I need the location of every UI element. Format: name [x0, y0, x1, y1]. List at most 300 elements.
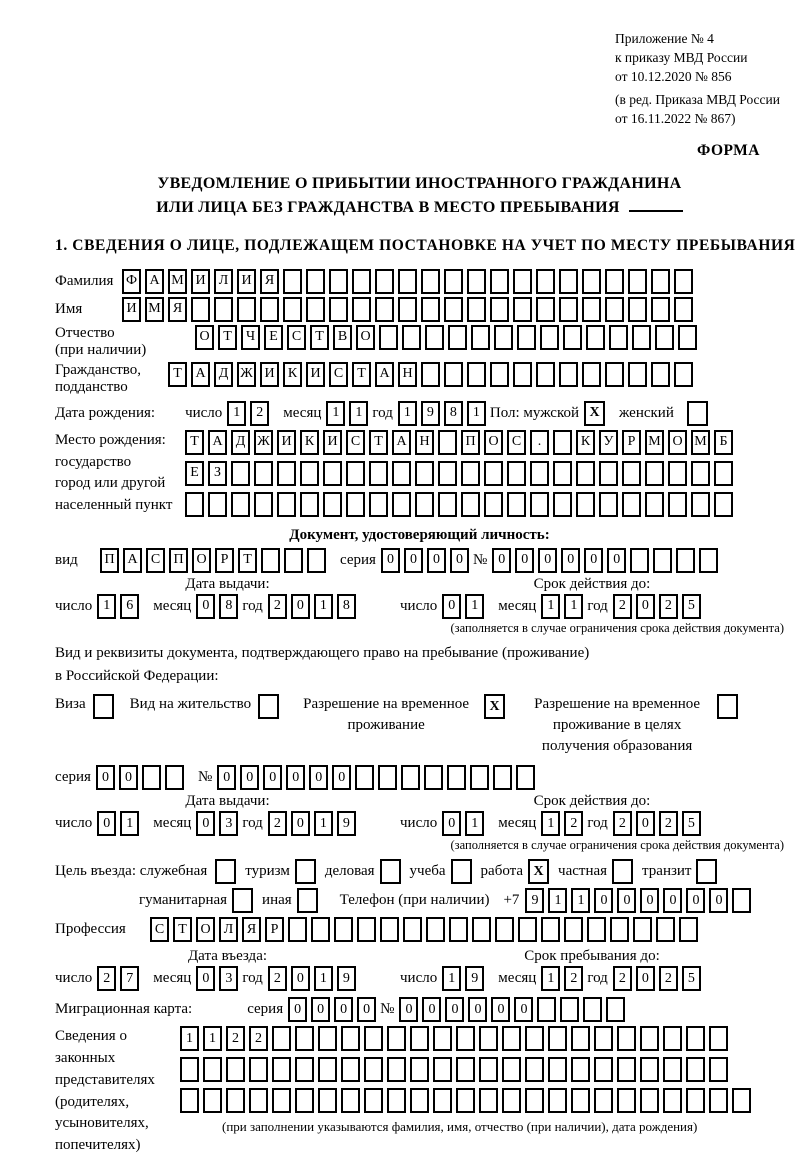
- char-box[interactable]: [471, 325, 490, 350]
- char-box[interactable]: Т: [369, 430, 388, 455]
- char-box[interactable]: [433, 1088, 452, 1113]
- char-box[interactable]: [472, 917, 491, 942]
- char-box[interactable]: [678, 325, 697, 350]
- char-box[interactable]: Т: [218, 325, 237, 350]
- char-box[interactable]: [415, 461, 434, 486]
- char-box[interactable]: Т: [173, 917, 192, 942]
- char-box[interactable]: Н: [398, 362, 417, 387]
- char-box[interactable]: [448, 325, 467, 350]
- char-box[interactable]: [444, 362, 463, 387]
- char-box[interactable]: [679, 917, 698, 942]
- char-box[interactable]: 1: [465, 811, 484, 836]
- char-box[interactable]: 5: [682, 811, 701, 836]
- char-box[interactable]: 0: [96, 765, 115, 790]
- char-box[interactable]: Р: [265, 917, 284, 942]
- char-box[interactable]: Т: [352, 362, 371, 387]
- char-box[interactable]: 1: [398, 401, 417, 426]
- char-box[interactable]: [617, 1057, 636, 1082]
- char-box[interactable]: [410, 1026, 429, 1051]
- char-box[interactable]: [214, 297, 233, 322]
- char-box[interactable]: [668, 461, 687, 486]
- char-box[interactable]: [392, 461, 411, 486]
- char-box[interactable]: [691, 461, 710, 486]
- char-box[interactable]: А: [375, 362, 394, 387]
- char-box[interactable]: [530, 492, 549, 517]
- char-box[interactable]: [576, 492, 595, 517]
- char-box[interactable]: [449, 917, 468, 942]
- char-box[interactable]: 1: [314, 966, 333, 991]
- char-box[interactable]: О: [196, 917, 215, 942]
- char-box[interactable]: 0: [427, 548, 446, 573]
- char-box[interactable]: [502, 1057, 521, 1082]
- char-box[interactable]: Я: [260, 269, 279, 294]
- char-box[interactable]: 0: [196, 966, 215, 991]
- char-box[interactable]: 2: [226, 1026, 245, 1051]
- char-box[interactable]: 0: [263, 765, 282, 790]
- char-box[interactable]: 1: [541, 966, 560, 991]
- char-box[interactable]: И: [277, 430, 296, 455]
- char-box[interactable]: 0: [442, 811, 461, 836]
- char-box[interactable]: 2: [268, 966, 287, 991]
- char-box[interactable]: 1: [314, 594, 333, 619]
- char-box[interactable]: [456, 1088, 475, 1113]
- char-box[interactable]: [284, 548, 303, 573]
- char-box[interactable]: [346, 461, 365, 486]
- char-box[interactable]: [536, 269, 555, 294]
- char-box[interactable]: [553, 430, 572, 455]
- char-box[interactable]: Ч: [241, 325, 260, 350]
- char-box[interactable]: 9: [525, 888, 544, 913]
- char-box[interactable]: 0: [309, 765, 328, 790]
- purpose-business-checkbox[interactable]: [380, 859, 401, 884]
- char-box[interactable]: Л: [219, 917, 238, 942]
- char-box[interactable]: [513, 362, 532, 387]
- char-box[interactable]: 2: [268, 594, 287, 619]
- char-box[interactable]: [334, 917, 353, 942]
- char-box[interactable]: 3: [219, 966, 238, 991]
- char-box[interactable]: 0: [311, 997, 330, 1022]
- char-box[interactable]: 2: [613, 811, 632, 836]
- char-box[interactable]: [421, 362, 440, 387]
- char-box[interactable]: 0: [636, 811, 655, 836]
- char-box[interactable]: М: [645, 430, 664, 455]
- char-box[interactable]: 0: [445, 997, 464, 1022]
- char-box[interactable]: И: [191, 269, 210, 294]
- char-box[interactable]: [571, 1088, 590, 1113]
- char-box[interactable]: С: [287, 325, 306, 350]
- char-box[interactable]: [525, 1057, 544, 1082]
- char-box[interactable]: [398, 297, 417, 322]
- char-box[interactable]: О: [192, 548, 211, 573]
- char-box[interactable]: 0: [709, 888, 728, 913]
- char-box[interactable]: С: [150, 917, 169, 942]
- char-box[interactable]: [676, 548, 695, 573]
- char-box[interactable]: [587, 917, 606, 942]
- char-box[interactable]: [203, 1088, 222, 1113]
- char-box[interactable]: [387, 1026, 406, 1051]
- char-box[interactable]: Д: [214, 362, 233, 387]
- char-box[interactable]: [517, 325, 536, 350]
- char-box[interactable]: М: [145, 297, 164, 322]
- char-box[interactable]: 0: [663, 888, 682, 913]
- char-box[interactable]: [553, 461, 572, 486]
- char-box[interactable]: 0: [286, 765, 305, 790]
- char-box[interactable]: [513, 269, 532, 294]
- char-box[interactable]: А: [392, 430, 411, 455]
- char-box[interactable]: [628, 269, 647, 294]
- char-box[interactable]: [548, 1088, 567, 1113]
- char-box[interactable]: [594, 1088, 613, 1113]
- purpose-official-checkbox[interactable]: [215, 859, 236, 884]
- char-box[interactable]: 0: [97, 811, 116, 836]
- char-box[interactable]: [410, 1057, 429, 1082]
- char-box[interactable]: 0: [381, 548, 400, 573]
- char-box[interactable]: [709, 1057, 728, 1082]
- char-box[interactable]: [231, 492, 250, 517]
- char-box[interactable]: А: [145, 269, 164, 294]
- char-box[interactable]: [191, 297, 210, 322]
- char-box[interactable]: [645, 461, 664, 486]
- char-box[interactable]: 1: [541, 594, 560, 619]
- char-box[interactable]: [582, 269, 601, 294]
- char-box[interactable]: З: [208, 461, 227, 486]
- char-box[interactable]: [645, 492, 664, 517]
- char-box[interactable]: 1: [442, 966, 461, 991]
- char-box[interactable]: [495, 917, 514, 942]
- visa-checkbox[interactable]: [93, 694, 114, 719]
- char-box[interactable]: 2: [249, 1026, 268, 1051]
- sex-female-checkbox[interactable]: [687, 401, 708, 426]
- char-box[interactable]: [668, 492, 687, 517]
- char-box[interactable]: [571, 1026, 590, 1051]
- char-box[interactable]: [502, 1088, 521, 1113]
- char-box[interactable]: 1: [467, 401, 486, 426]
- char-box[interactable]: [582, 362, 601, 387]
- temporary-residence-permit-checkbox[interactable]: X: [484, 694, 505, 719]
- char-box[interactable]: 5: [682, 594, 701, 619]
- char-box[interactable]: [470, 765, 489, 790]
- char-box[interactable]: [254, 492, 273, 517]
- char-box[interactable]: [484, 492, 503, 517]
- char-box[interactable]: 6: [120, 594, 139, 619]
- char-box[interactable]: [295, 1088, 314, 1113]
- char-box[interactable]: [329, 269, 348, 294]
- char-box[interactable]: [364, 1026, 383, 1051]
- char-box[interactable]: [323, 492, 342, 517]
- char-box[interactable]: Е: [264, 325, 283, 350]
- char-box[interactable]: [311, 917, 330, 942]
- char-box[interactable]: К: [283, 362, 302, 387]
- char-box[interactable]: [364, 1088, 383, 1113]
- char-box[interactable]: 8: [337, 594, 356, 619]
- char-box[interactable]: Я: [242, 917, 261, 942]
- char-box[interactable]: 0: [468, 997, 487, 1022]
- char-box[interactable]: 9: [421, 401, 440, 426]
- char-box[interactable]: [180, 1088, 199, 1113]
- char-box[interactable]: 0: [636, 966, 655, 991]
- char-box[interactable]: [628, 362, 647, 387]
- char-box[interactable]: [548, 1057, 567, 1082]
- char-box[interactable]: [398, 269, 417, 294]
- char-box[interactable]: [541, 917, 560, 942]
- char-box[interactable]: М: [168, 269, 187, 294]
- char-box[interactable]: 9: [337, 811, 356, 836]
- char-box[interactable]: И: [237, 269, 256, 294]
- char-box[interactable]: [461, 492, 480, 517]
- char-box[interactable]: [674, 362, 693, 387]
- char-box[interactable]: 0: [334, 997, 353, 1022]
- char-box[interactable]: 0: [617, 888, 636, 913]
- char-box[interactable]: [380, 917, 399, 942]
- char-box[interactable]: [493, 765, 512, 790]
- char-box[interactable]: [516, 765, 535, 790]
- char-box[interactable]: [318, 1057, 337, 1082]
- char-box[interactable]: [732, 1088, 751, 1113]
- char-box[interactable]: [357, 917, 376, 942]
- char-box[interactable]: Ж: [254, 430, 273, 455]
- char-box[interactable]: О: [195, 325, 214, 350]
- char-box[interactable]: [261, 548, 280, 573]
- char-box[interactable]: И: [323, 430, 342, 455]
- char-box[interactable]: О: [484, 430, 503, 455]
- char-box[interactable]: [387, 1057, 406, 1082]
- char-box[interactable]: С: [507, 430, 526, 455]
- char-box[interactable]: [272, 1057, 291, 1082]
- char-box[interactable]: [461, 461, 480, 486]
- char-box[interactable]: [622, 461, 641, 486]
- purpose-humanitarian-checkbox[interactable]: [232, 888, 253, 913]
- char-box[interactable]: 0: [196, 811, 215, 836]
- char-box[interactable]: [447, 765, 466, 790]
- char-box[interactable]: [426, 917, 445, 942]
- char-box[interactable]: 0: [492, 548, 511, 573]
- char-box[interactable]: [691, 492, 710, 517]
- char-box[interactable]: 0: [404, 548, 423, 573]
- char-box[interactable]: [295, 1026, 314, 1051]
- char-box[interactable]: 2: [268, 811, 287, 836]
- char-box[interactable]: [507, 461, 526, 486]
- char-box[interactable]: [323, 461, 342, 486]
- char-box[interactable]: [479, 1057, 498, 1082]
- char-box[interactable]: [494, 325, 513, 350]
- temporary-residence-permit-education-checkbox[interactable]: [717, 694, 738, 719]
- char-box[interactable]: [260, 297, 279, 322]
- char-box[interactable]: [553, 492, 572, 517]
- char-box[interactable]: 0: [399, 997, 418, 1022]
- char-box[interactable]: [609, 325, 628, 350]
- char-box[interactable]: Е: [185, 461, 204, 486]
- char-box[interactable]: [300, 461, 319, 486]
- char-box[interactable]: [490, 362, 509, 387]
- char-box[interactable]: [438, 461, 457, 486]
- char-box[interactable]: [490, 269, 509, 294]
- residence-permit-checkbox[interactable]: [258, 694, 279, 719]
- char-box[interactable]: [392, 492, 411, 517]
- char-box[interactable]: [674, 297, 693, 322]
- char-box[interactable]: [564, 917, 583, 942]
- char-box[interactable]: [424, 765, 443, 790]
- char-box[interactable]: [640, 1088, 659, 1113]
- char-box[interactable]: М: [691, 430, 710, 455]
- char-box[interactable]: [686, 1057, 705, 1082]
- char-box[interactable]: [651, 269, 670, 294]
- char-box[interactable]: [425, 325, 444, 350]
- char-box[interactable]: [318, 1088, 337, 1113]
- char-box[interactable]: [444, 269, 463, 294]
- char-box[interactable]: [663, 1057, 682, 1082]
- char-box[interactable]: [663, 1088, 682, 1113]
- char-box[interactable]: [272, 1088, 291, 1113]
- char-box[interactable]: 0: [636, 594, 655, 619]
- char-box[interactable]: [732, 888, 751, 913]
- char-box[interactable]: [467, 269, 486, 294]
- char-box[interactable]: [329, 297, 348, 322]
- char-box[interactable]: 0: [491, 997, 510, 1022]
- char-box[interactable]: [605, 297, 624, 322]
- char-box[interactable]: [272, 1026, 291, 1051]
- char-box[interactable]: .: [530, 430, 549, 455]
- char-box[interactable]: 1: [465, 594, 484, 619]
- char-box[interactable]: Т: [238, 548, 257, 573]
- char-box[interactable]: [415, 492, 434, 517]
- char-box[interactable]: [653, 548, 672, 573]
- char-box[interactable]: 2: [97, 966, 116, 991]
- char-box[interactable]: [559, 362, 578, 387]
- char-box[interactable]: [295, 1057, 314, 1082]
- char-box[interactable]: [277, 492, 296, 517]
- char-box[interactable]: [341, 1026, 360, 1051]
- purpose-private-checkbox[interactable]: [612, 859, 633, 884]
- char-box[interactable]: [714, 461, 733, 486]
- char-box[interactable]: [490, 297, 509, 322]
- char-box[interactable]: 2: [613, 966, 632, 991]
- char-box[interactable]: 0: [538, 548, 557, 573]
- char-box[interactable]: [387, 1088, 406, 1113]
- char-box[interactable]: [369, 492, 388, 517]
- char-box[interactable]: А: [123, 548, 142, 573]
- char-box[interactable]: [352, 269, 371, 294]
- char-box[interactable]: [410, 1088, 429, 1113]
- char-box[interactable]: [484, 461, 503, 486]
- char-box[interactable]: [352, 297, 371, 322]
- char-box[interactable]: [283, 297, 302, 322]
- char-box[interactable]: [525, 1088, 544, 1113]
- char-box[interactable]: 0: [291, 594, 310, 619]
- char-box[interactable]: 1: [97, 594, 116, 619]
- char-box[interactable]: П: [100, 548, 119, 573]
- char-box[interactable]: [318, 1026, 337, 1051]
- char-box[interactable]: [438, 430, 457, 455]
- char-box[interactable]: [467, 297, 486, 322]
- char-box[interactable]: Н: [415, 430, 434, 455]
- char-box[interactable]: 0: [640, 888, 659, 913]
- char-box[interactable]: [583, 997, 602, 1022]
- char-box[interactable]: [655, 325, 674, 350]
- char-box[interactable]: 0: [607, 548, 626, 573]
- char-box[interactable]: [369, 461, 388, 486]
- char-box[interactable]: [378, 765, 397, 790]
- char-box[interactable]: [208, 492, 227, 517]
- char-box[interactable]: О: [668, 430, 687, 455]
- char-box[interactable]: 2: [659, 594, 678, 619]
- char-box[interactable]: [640, 1057, 659, 1082]
- char-box[interactable]: [548, 1026, 567, 1051]
- char-box[interactable]: [536, 362, 555, 387]
- char-box[interactable]: [525, 1026, 544, 1051]
- char-box[interactable]: 0: [196, 594, 215, 619]
- char-box[interactable]: [433, 1057, 452, 1082]
- char-box[interactable]: [277, 461, 296, 486]
- char-box[interactable]: [537, 997, 556, 1022]
- char-box[interactable]: [594, 1057, 613, 1082]
- char-box[interactable]: [530, 461, 549, 486]
- char-box[interactable]: Ф: [122, 269, 141, 294]
- char-box[interactable]: [622, 492, 641, 517]
- char-box[interactable]: [226, 1088, 245, 1113]
- char-box[interactable]: [364, 1057, 383, 1082]
- char-box[interactable]: [606, 997, 625, 1022]
- char-box[interactable]: [709, 1026, 728, 1051]
- char-box[interactable]: 1: [349, 401, 368, 426]
- char-box[interactable]: [686, 1026, 705, 1051]
- char-box[interactable]: С: [146, 548, 165, 573]
- char-box[interactable]: [633, 917, 652, 942]
- char-box[interactable]: [617, 1088, 636, 1113]
- char-box[interactable]: [421, 297, 440, 322]
- char-box[interactable]: 0: [514, 997, 533, 1022]
- char-box[interactable]: [632, 325, 651, 350]
- char-box[interactable]: [165, 765, 184, 790]
- char-box[interactable]: [594, 1026, 613, 1051]
- char-box[interactable]: 0: [594, 888, 613, 913]
- char-box[interactable]: [375, 297, 394, 322]
- char-box[interactable]: [656, 917, 675, 942]
- char-box[interactable]: 0: [515, 548, 534, 573]
- char-box[interactable]: [402, 325, 421, 350]
- char-box[interactable]: К: [300, 430, 319, 455]
- purpose-work-checkbox[interactable]: X: [528, 859, 549, 884]
- char-box[interactable]: 0: [561, 548, 580, 573]
- char-box[interactable]: [283, 269, 302, 294]
- char-box[interactable]: [709, 1088, 728, 1113]
- char-box[interactable]: [507, 492, 526, 517]
- char-box[interactable]: [444, 297, 463, 322]
- char-box[interactable]: [433, 1026, 452, 1051]
- char-box[interactable]: 1: [571, 888, 590, 913]
- char-box[interactable]: [180, 1057, 199, 1082]
- char-box[interactable]: Т: [168, 362, 187, 387]
- char-box[interactable]: [605, 269, 624, 294]
- char-box[interactable]: 1: [203, 1026, 222, 1051]
- char-box[interactable]: 0: [217, 765, 236, 790]
- char-box[interactable]: [502, 1026, 521, 1051]
- char-box[interactable]: Б: [714, 430, 733, 455]
- char-box[interactable]: 0: [240, 765, 259, 790]
- char-box[interactable]: [249, 1057, 268, 1082]
- char-box[interactable]: [513, 297, 532, 322]
- char-box[interactable]: [599, 492, 618, 517]
- char-box[interactable]: 0: [119, 765, 138, 790]
- char-box[interactable]: И: [122, 297, 141, 322]
- char-box[interactable]: [674, 269, 693, 294]
- char-box[interactable]: [237, 297, 256, 322]
- char-box[interactable]: 8: [444, 401, 463, 426]
- char-box[interactable]: [421, 269, 440, 294]
- char-box[interactable]: [563, 325, 582, 350]
- char-box[interactable]: 2: [564, 811, 583, 836]
- char-box[interactable]: [560, 997, 579, 1022]
- char-box[interactable]: [605, 362, 624, 387]
